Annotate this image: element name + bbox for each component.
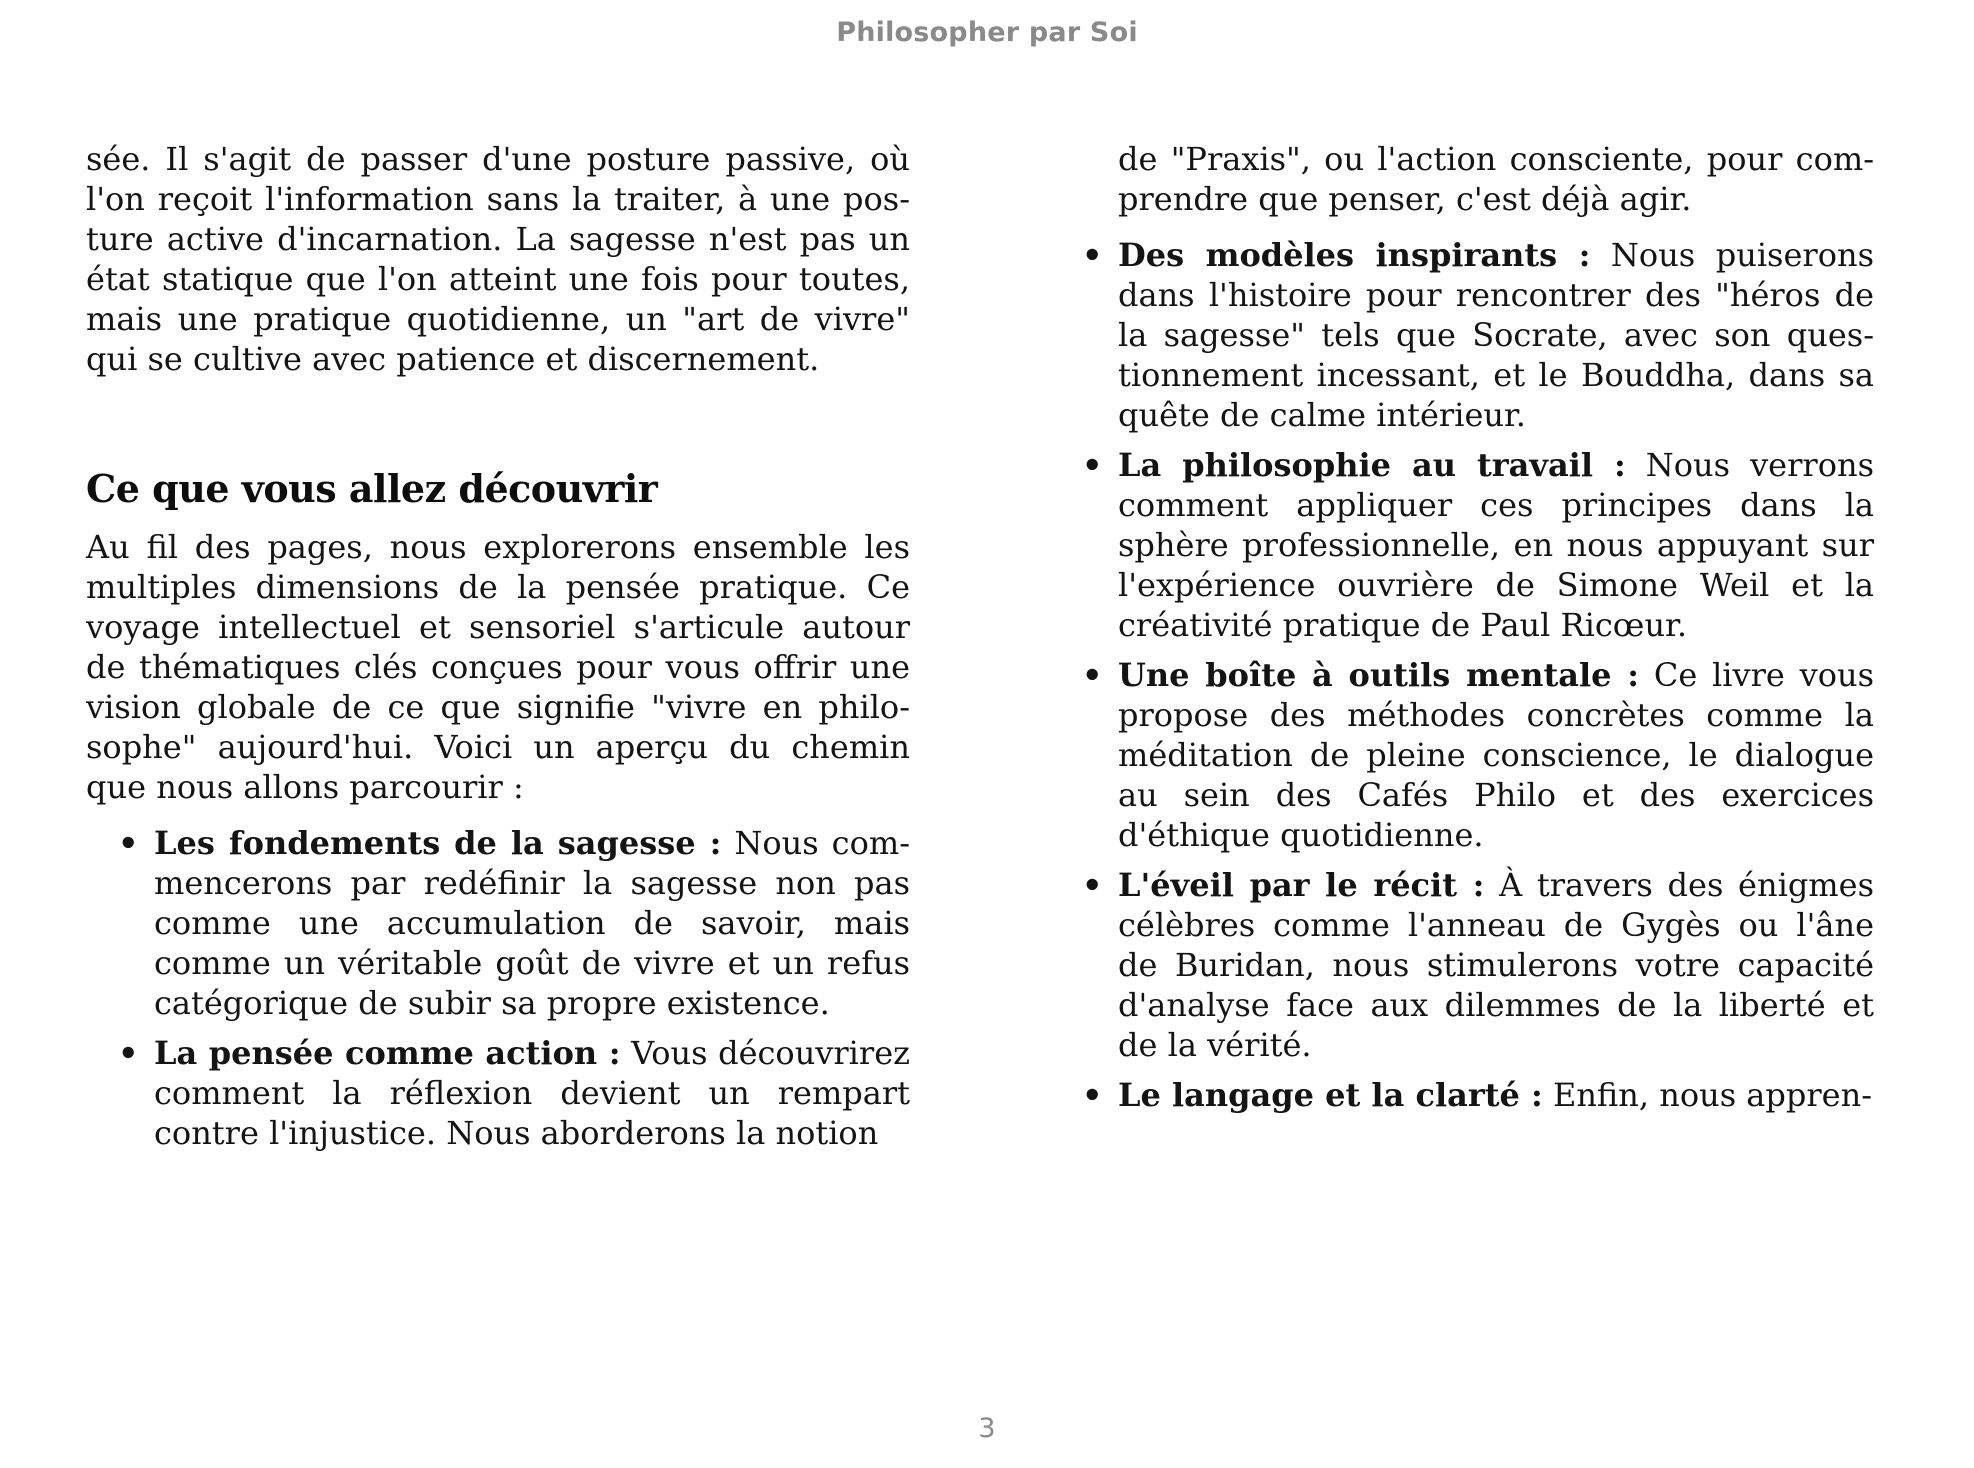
running-header <box>0 17 1974 49</box>
bullet-text: Nous verrons comment appliquer ces principes dans la sphère professionnelle, en nous appuyant sur l'expérience ouvrière de Simone Weil et la créativité pratique de Paul Ricœur. <box>1118 446 1874 644</box>
bullet-title: La pensée comme action : <box>154 1034 621 1072</box>
bullet-item <box>1118 655 1874 855</box>
bullet-text: Vous découvrirez comment la réflexion devient un rempart contre l'injustice. Nous aborderons la notion <box>154 1034 910 1152</box>
bullet-list-left <box>86 823 910 1153</box>
bullet-title: La philosophie au travail : <box>1118 446 1626 484</box>
bullet-text: Nous puiserons dans l'histoire pour rencontrer des "héros de la sagesse" tels que Socrate, avec son questionnement incessant, et le Bouddha, dans sa quête de calme intérieur. <box>1118 236 1875 434</box>
bullet-text: Nous commencerons par redéfinir la sagesse non pas comme une accumulation de savoir, mais comme un véritable goût de vivre et un refus catégorique de subir sa propre existence. <box>154 824 911 1022</box>
bullet-title: Le langage et la clarté : <box>1118 1076 1543 1114</box>
section-heading: Ce que vous allez découvrir <box>86 466 658 511</box>
bullet-item <box>1118 235 1874 435</box>
paragraph-continuation: de "Praxis", ou l'action consciente, pour comprendre que penser, c'est déjà agir. <box>1118 140 1874 218</box>
bullet-item <box>154 1033 910 1153</box>
bullet-item <box>1118 865 1874 1065</box>
bullet-item <box>1118 1075 1874 1115</box>
bullet-text: Enfin, nous appren- <box>1542 1076 1872 1114</box>
bullet-item <box>1118 445 1874 645</box>
page-columns <box>86 139 1874 1153</box>
left-column <box>86 139 910 1153</box>
page-number: 3 <box>978 1413 996 1444</box>
bullet-title: Les fondements de la sagesse : <box>154 824 722 862</box>
bullet-title: Une boîte à outils mentale : <box>1118 656 1640 694</box>
right-column <box>1050 139 1874 1153</box>
book-title: Philosopher par Soi <box>836 17 1138 48</box>
bullet-item <box>154 823 910 1023</box>
bullet-title: L'éveil par le récit : <box>1118 866 1485 904</box>
intro-paragraph: Au fil des pages, nous explorerons ensemble les multiples dimensions de la pensée pratique. Ce voyage intellectuel et sensoriel s'articule autour de thématiques clés conçues pour vous offrir une vision globale de ce que signifie "vivre en philosophe" aujourd'hui. Voici un aperçu du chemin que nous allons parcourir : <box>86 528 910 806</box>
bullet-title: Des modèles inspirants : <box>1118 236 1591 274</box>
bullet-text: À travers des énigmes célèbres comme l'anneau de Gygès ou l'âne de Buridan, nous stimulerons votre capacité d'analyse face aux dilemmes de la liberté et de la vérité. <box>1118 866 1874 1064</box>
paragraph-continuation: sée. Il s'agit de passer d'une posture passive, où l'on reçoit l'information sans la traiter, à une posture active d'incarnation. La sagesse n'est pas un état statique que l'on atteint une fois pour toutes, mais une pratique quotidienne, un "art de vivre" qui se cultive avec patience et discernement. <box>86 140 910 378</box>
bullet-list-right <box>1050 235 1874 1115</box>
page-footer <box>0 1414 1974 1444</box>
bullet-text: Ce livre vous propose des méthodes concrètes comme la méditation de pleine conscience, le dialogue au sein des Cafés Philo et des exercices d'éthique quotidienne. <box>1118 656 1874 854</box>
